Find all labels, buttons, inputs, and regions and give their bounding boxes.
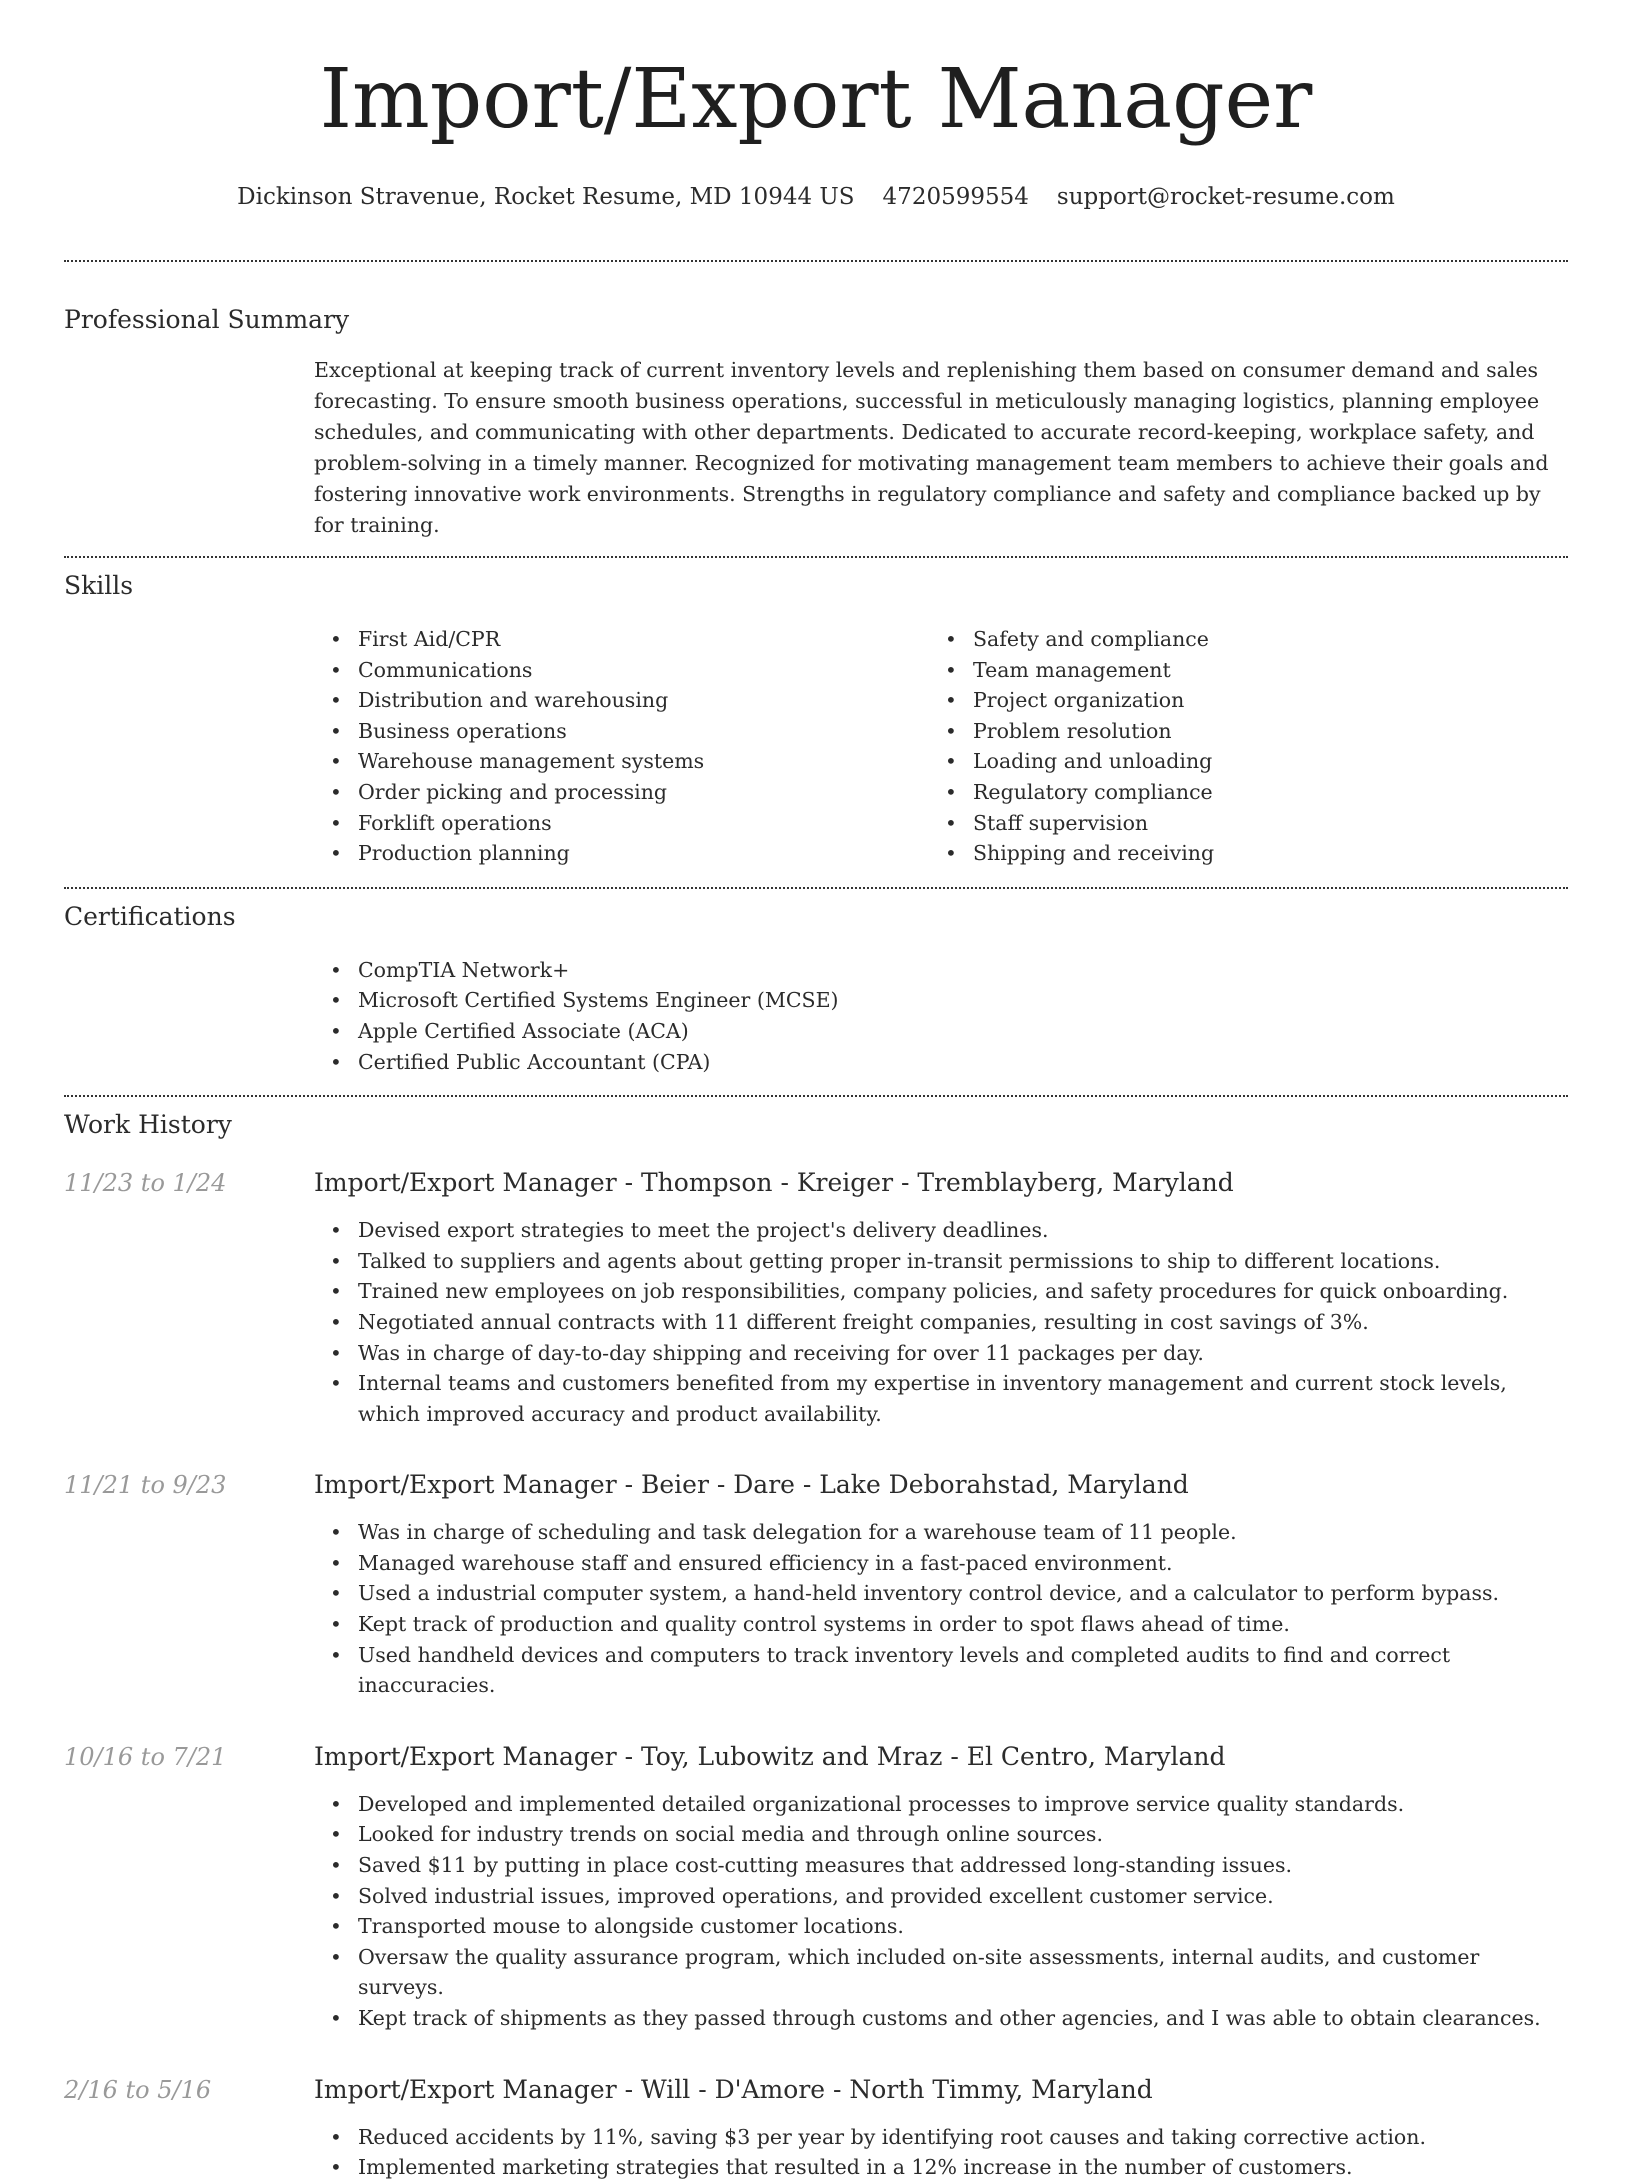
- job-bullet: • Internal teams and customers benefited from my expertise in inventory management and current stock levels, which improved accuracy and product availability.: [358, 1368, 1568, 1429]
- job-title: Import/Export Manager - Will - D'Amore - North Timmy, Maryland: [314, 2074, 1153, 2104]
- contact-address: Dickinson Stravenue, Rocket Resume, MD 10944 US: [237, 184, 855, 210]
- section-title-summary: Professional Summary: [64, 305, 350, 334]
- certification-item: • Microsoft Certified Systems Engineer (MCSE): [358, 985, 1568, 1016]
- job-entry: [64, 1469, 1568, 1701]
- job-bullet: • Implemented marketing strategies that resulted in a 12% increase in the number of customers.: [358, 2152, 1568, 2183]
- divider: [64, 556, 1568, 558]
- skill-item: • Team management: [973, 655, 1544, 686]
- skill-item: • Communications: [358, 655, 929, 686]
- skill-item: • Production planning: [358, 838, 929, 869]
- job-list: [64, 1167, 1568, 2183]
- summary-text: Exceptional at keeping track of current inventory levels and replenishing them based on consumer demand and sales forecasting. To ensure smooth business operations, successful in meticulously managing logistics, planning employee schedules, and communicating with other departments. Dedicated to accurate record-keeping, workplace safety, and problem-solving in a timely manner. Recognized for motivating management team members to achieve their goals and fostering innovative work environments. Strengths in regulatory compliance and safety and compliance backed up by for training.: [314, 358, 1549, 537]
- job-bullet: • Solved industrial issues, improved operations, and provided excellent customer service.: [358, 1881, 1568, 1912]
- job-bullet: • Managed warehouse staff and ensured efficiency in a fast-paced environment.: [358, 1548, 1568, 1579]
- job-bullet: • Used a industrial computer system, a hand-held inventory control device, and a calculator to perform bypass.: [358, 1578, 1568, 1609]
- job-bullet: • Kept track of shipments as they passed through customs and other agencies, and I was able to obtain clearances.: [358, 2003, 1568, 2034]
- skills-list-left: [314, 624, 929, 869]
- job-bullet: • Kept track of production and quality control systems in order to spot flaws ahead of time.: [358, 1609, 1568, 1640]
- skills-section: [64, 570, 1568, 869]
- job-bullet: • Used handheld devices and computers to track inventory levels and completed audits to find and correct inaccuracies.: [358, 1640, 1568, 1701]
- job-bullets: [314, 2122, 1568, 2183]
- resume-page: [64, 0, 1568, 2180]
- job-bullet: • Transported mouse to alongside customer locations.: [358, 1911, 1568, 1942]
- certification-item: • CompTIA Network+: [358, 955, 1568, 986]
- resume-name: Import/Export Manager: [319, 52, 1313, 147]
- job-bullet: • Negotiated annual contracts with 11 different freight companies, resulting in cost savings of 3%.: [358, 1307, 1568, 1338]
- job-bullet: • Reduced accidents by 11%, saving $3 per year by identifying root causes and taking corrective action.: [358, 2122, 1568, 2153]
- divider: [64, 887, 1568, 889]
- job-entry: [64, 1167, 1568, 1429]
- divider: [64, 260, 1568, 262]
- skill-item: • Business operations: [358, 716, 929, 747]
- job-bullet: • Looked for industry trends on social media and through online sources.: [358, 1819, 1568, 1850]
- skill-item: • Staff supervision: [973, 808, 1544, 839]
- contact-email[interactable]: support@rocket-resume.com: [1056, 184, 1395, 210]
- skills-list-right: [929, 624, 1544, 869]
- skills-grid: [314, 624, 1568, 869]
- summary-section: [64, 304, 1568, 541]
- skill-item: • Safety and compliance: [973, 624, 1544, 655]
- job-bullet: • Oversaw the quality assurance program, which included on-site assessments, internal audits, and customer surveys.: [358, 1942, 1568, 2003]
- skill-item: • Shipping and receiving: [973, 838, 1544, 869]
- divider: [64, 1095, 1568, 1097]
- certifications-body: [314, 955, 1568, 1077]
- skill-item: • Forklift operations: [358, 808, 929, 839]
- certification-item: • Certified Public Accountant (CPA): [358, 1047, 1568, 1078]
- job-entry: [64, 1741, 1568, 2034]
- job-bullets: [314, 1789, 1568, 2034]
- skill-item: • Regulatory compliance: [973, 777, 1544, 808]
- job-title: Import/Export Manager - Thompson - Kreiger - Tremblayberg, Maryland: [314, 1168, 1234, 1198]
- skill-item: • Order picking and processing: [358, 777, 929, 808]
- job-bullet: • Trained new employees on job responsibilities, company policies, and safety procedures for quick onboarding.: [358, 1276, 1568, 1307]
- job-dates: 11/21 to 9/23: [64, 1471, 227, 1500]
- summary-body: [314, 355, 1568, 541]
- certifications-list: [314, 955, 1568, 1077]
- skill-item: • Distribution and warehousing: [358, 685, 929, 716]
- job-bullet: • Was in charge of scheduling and task delegation for a warehouse team of 11 people.: [358, 1517, 1568, 1548]
- job-bullet: • Talked to suppliers and agents about getting proper in-transit permissions to ship to different locations.: [358, 1246, 1568, 1277]
- skill-item: • First Aid/CPR: [358, 624, 929, 655]
- contact-line: [64, 182, 1568, 212]
- job-bullet: • Saved $11 by putting in place cost-cutting measures that addressed long-standing issues.: [358, 1850, 1568, 1881]
- contact-phone: 4720599554: [882, 184, 1029, 210]
- job-bullet: • Developed and implemented detailed organizational processes to improve service quality standards.: [358, 1789, 1568, 1820]
- job-dates: 2/16 to 5/16: [64, 2075, 212, 2104]
- job-dates: 10/16 to 7/21: [64, 1742, 227, 1771]
- job-bullets: [314, 1517, 1568, 1701]
- skill-item: • Warehouse management systems: [358, 746, 929, 777]
- job-dates: 11/23 to 1/24: [64, 1169, 227, 1198]
- job-bullet: • Devised export strategies to meet the project's delivery deadlines.: [358, 1215, 1568, 1246]
- job-bullet: • Was in charge of day-to-day shipping and receiving for over 11 packages per day.: [358, 1338, 1568, 1369]
- section-title-work-history: Work History: [64, 1110, 232, 1140]
- section-title-certifications: Certifications: [64, 901, 236, 931]
- section-title-skills: Skills: [64, 571, 134, 600]
- skill-item: • Problem resolution: [973, 716, 1544, 747]
- job-title: Import/Export Manager - Beier - Dare - Lake Deborahstad, Maryland: [314, 1470, 1189, 1500]
- job-bullets: [314, 1215, 1568, 1429]
- work-history-section: [64, 1109, 1568, 2183]
- job-title: Import/Export Manager - Toy, Lubowitz and Mraz - El Centro, Maryland: [314, 1741, 1226, 1771]
- skill-item: • Project organization: [973, 685, 1544, 716]
- skill-item: • Loading and unloading: [973, 746, 1544, 777]
- certifications-section: [64, 901, 1568, 1077]
- certification-item: • Apple Certified Associate (ACA): [358, 1016, 1568, 1047]
- job-entry: [64, 2074, 1568, 2183]
